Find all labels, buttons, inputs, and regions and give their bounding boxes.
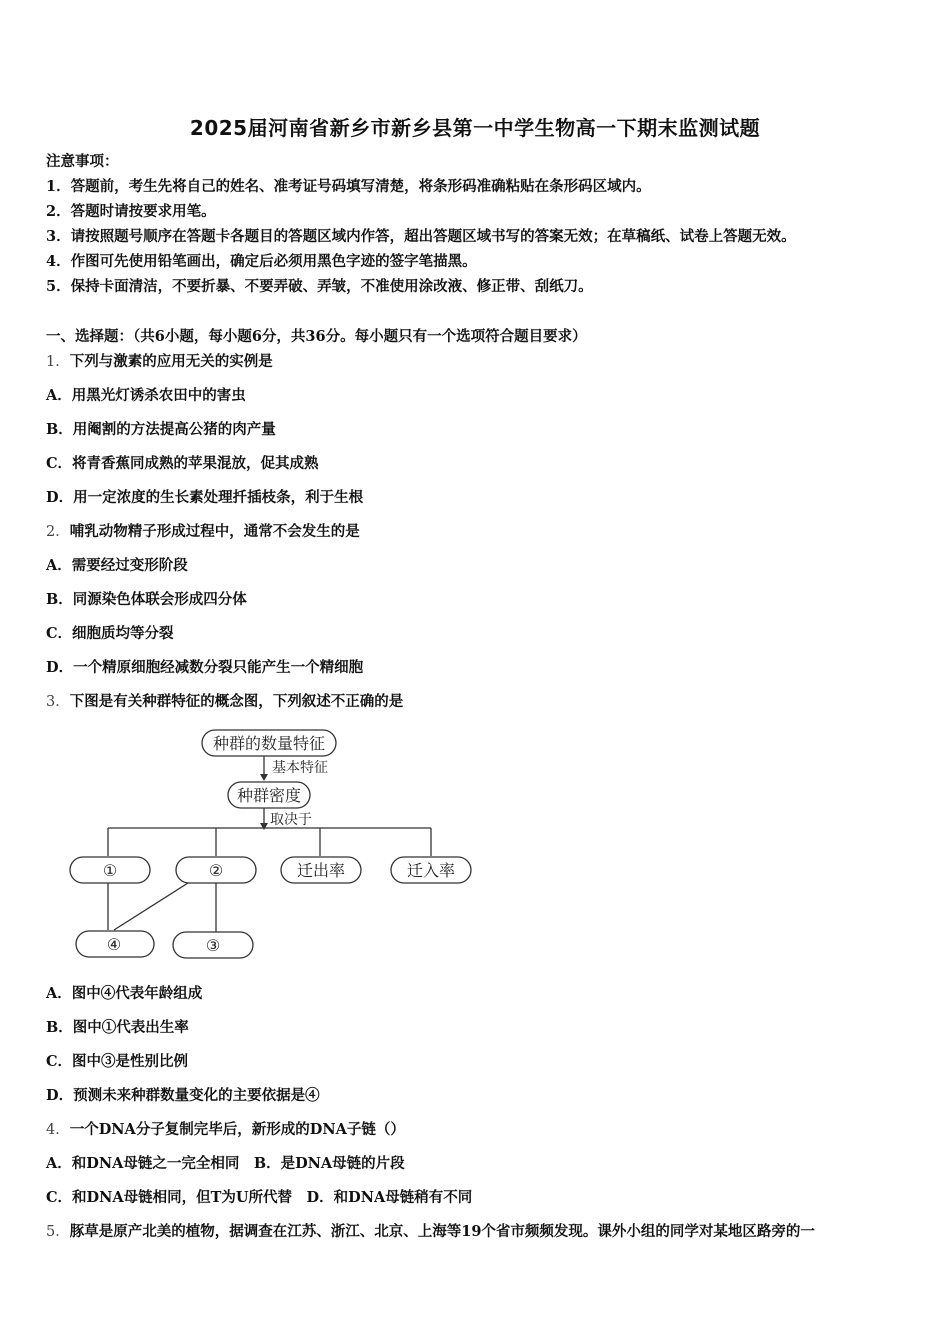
- option-c: C．细胞质均等分裂: [46, 625, 174, 642]
- exam-title: 2025届河南省新乡市新乡县第一中学生物高一下期末监测试题: [189, 116, 761, 140]
- option-c: C．将青香蕉同成熟的苹果混放，促其成熟: [46, 455, 319, 472]
- option-b: B．同源染色体联会形成四分体: [46, 591, 247, 608]
- node-label: 迁入率: [406, 861, 456, 880]
- notice-heading: 注意事项：: [46, 153, 119, 170]
- node-label: ④: [106, 935, 122, 954]
- question-text: 哺乳动物精子形成过程中，通常不会发生的是: [69, 523, 360, 540]
- population-concept-diagram: [68, 724, 488, 968]
- question-number: 4．: [46, 1122, 70, 1138]
- question-text: 下列与激素的应用无关的实例是: [69, 353, 273, 370]
- question-number: 5．: [46, 1224, 70, 1240]
- question-3-stem: [46, 692, 403, 712]
- option-d: D．用一定浓度的生长素处理扦插枝条，利于生根: [46, 489, 364, 506]
- notice-item: 1．答题前，考生先将自己的姓名、准考证号码填写清楚，将条形码准确粘贴在条形码区域内。: [46, 178, 651, 195]
- notice-item: 4．作图可先使用铅笔画出，确定后必须用黑色字迹的签字笔描黑。: [46, 253, 477, 270]
- question-number: 2．: [46, 524, 70, 540]
- question-text: 豚草是原产北美的植物，据调查在江苏、浙江、北京、上海等19个省市频频发现。课外小组的同学对某地区路旁的一: [69, 1223, 815, 1240]
- question-4-stem: [46, 1120, 405, 1140]
- question-2-stem: [46, 522, 360, 542]
- notice-item: 2．答题时请按要求用笔。: [46, 203, 216, 220]
- question-number: 3．: [46, 694, 70, 710]
- option-a: A．需要经过变形阶段: [46, 557, 188, 574]
- question-1-stem: [46, 352, 273, 372]
- arrow-label: 取决于: [270, 812, 312, 828]
- option-d: D．预测未来种群数量变化的主要依据是④: [46, 1087, 320, 1104]
- options-ab: A．和DNA母链之一完全相同 B．是DNA母链的片段: [46, 1155, 405, 1172]
- option-d: D．一个精原细胞经减数分裂只能产生一个精细胞: [46, 659, 364, 676]
- option-b: B．用阉割的方法提高公猪的肉产量: [46, 421, 276, 438]
- question-text: 一个DNA分子复制完毕后，新形成的DNA子链（）: [69, 1121, 405, 1138]
- question-5-stem: [46, 1222, 815, 1242]
- node-label: ②: [208, 861, 224, 880]
- node-label: 种群密度: [236, 786, 302, 805]
- option-a: A．图中④代表年龄组成: [46, 985, 203, 1002]
- node-label: 种群的数量特征: [212, 734, 326, 753]
- arrow-label: 基本特征: [272, 760, 328, 776]
- notice-item: 5．保持卡面清洁，不要折暴、不要弄破、弄皱，不准使用涂改液、修正带、刮纸刀。: [46, 278, 593, 295]
- question-number: 1．: [46, 354, 70, 370]
- question-text: 下图是有关种群特征的概念图，下列叙述不正确的是: [69, 693, 404, 710]
- option-c: C．图中③是性别比例: [46, 1053, 189, 1070]
- notice-item: 3．请按照题号顺序在答题卡各题目的答题区域内作答，超出答题区域书写的答案无效；在草稿纸、试卷上答题无效。: [46, 228, 796, 245]
- section-heading: 一、选择题：（共6小题，每小题6分，共36分。每小题只有一个选项符合题目要求）: [46, 328, 587, 345]
- node-label: ③: [205, 936, 221, 955]
- option-b: B．图中①代表出生率: [46, 1019, 189, 1036]
- node-label: 迁出率: [296, 861, 346, 880]
- option-a: A．用黑光灯诱杀农田中的害虫: [46, 387, 246, 404]
- options-cd: C．和DNA母链相同，但T为U所代替 D．和DNA母链稍有不同: [46, 1189, 473, 1206]
- node-label: ①: [102, 861, 118, 880]
